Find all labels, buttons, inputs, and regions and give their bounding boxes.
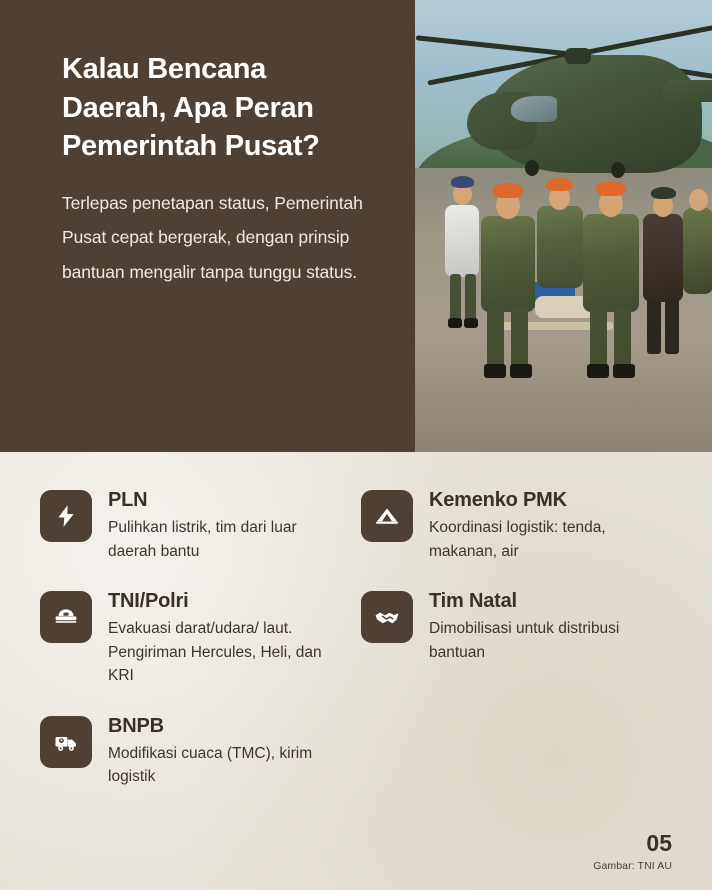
delivery-truck-icon xyxy=(40,716,92,768)
list-item xyxy=(40,488,351,563)
list-item-text xyxy=(429,488,661,563)
list-item xyxy=(40,714,351,789)
list-item-title: TNI/Polri xyxy=(108,590,189,613)
lightning-bolt-icon xyxy=(40,490,92,542)
list-item-title: Tim Natal xyxy=(429,590,517,613)
roles-column-right xyxy=(361,488,672,815)
list-item-title: PLN xyxy=(108,489,148,511)
headline-panel xyxy=(0,0,415,452)
handshake-icon xyxy=(361,591,413,643)
list-item-desc: Koordinasi logistik: tenda, makanan, air xyxy=(429,519,606,560)
page-title: Kalau Bencana Daerah, Apa Peran Pemerintah Pusat? xyxy=(62,53,320,163)
page-number: 05 xyxy=(646,830,672,856)
list-item-text xyxy=(108,714,340,789)
police-cap-icon xyxy=(40,591,92,643)
list-item-desc: Pulihkan listrik, tim dari luar daerah bantu xyxy=(108,519,297,560)
tent-icon xyxy=(361,490,413,542)
photo-overlay xyxy=(415,0,712,452)
roles-columns xyxy=(40,488,672,815)
list-item-desc: Evakuasi darat/udara/ laut. Pengiriman Hercules, Heli, dan KRI xyxy=(108,620,322,685)
list-item-title: Kemenko PMK xyxy=(429,489,567,511)
list-item xyxy=(361,589,672,664)
photo-credit: Gambar: TNI AU xyxy=(593,860,672,872)
roles-section xyxy=(0,452,712,890)
photo-tni-evacuation xyxy=(415,0,712,452)
list-item-text xyxy=(429,589,661,664)
list-item xyxy=(361,488,672,563)
list-item-desc: Dimobilisasi untuk distribusi bantuan xyxy=(429,620,620,661)
list-item-text xyxy=(108,488,340,563)
list-item-text xyxy=(108,589,340,688)
list-item xyxy=(40,589,351,688)
list-item-title: BNPB xyxy=(108,714,164,737)
footer xyxy=(593,832,672,872)
page-subtitle: Terlepas penetapan status, Pemerintah Pusat cepat bergerak, dengan prinsip bantuan mengalir tanpa tunggu status. xyxy=(62,192,363,282)
roles-column-left xyxy=(40,488,351,815)
list-item-desc: Modifikasi cuaca (TMC), kirim logistik xyxy=(108,744,313,786)
